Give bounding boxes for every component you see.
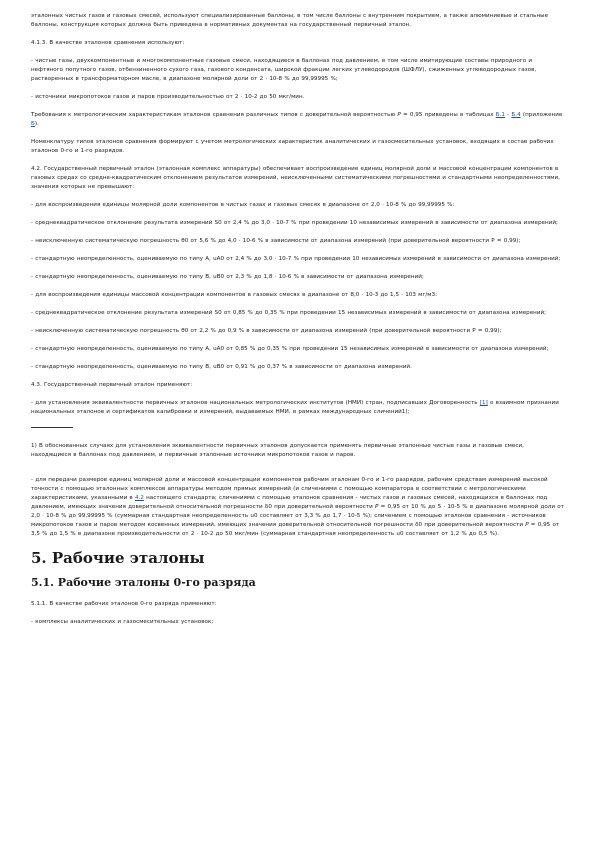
list-item-pure-gases: - чистые газы, двухкомпонентные и многокомпонентные газовые смеси, находящиеся в баллонах под давлением, в том числе имитирующие составы природного и нефтяного попутного газов, отбензиненного сухого газа, газового конденсата, широкой фракции легких углеводородов (ШФЛУ), сжиженных углеводородных газов, растворенных в трансформаторном масле, в диапазоне молярной доли от 2 · 10-8 % до 99,99995 %; <box>31 58 537 82</box>
footnote-divider <box>31 427 73 428</box>
list-item-microflow-sources: - источники микропотоков газов и паров производительностью от 2 · 10-2 до 50 мкг/мин. <box>31 94 305 100</box>
list-item-transfer-units: - для передачи размеров единиц молярной доли и массовой концентрации компонентов рабочим эталонам 0-го и 1-го разрядов, рабочим средствам измерений высокой точности с помощью эталонных комплексов аппаратуры методом прямых измерений (и сличениями с помощью компаратора в соответствии с метрологическими характеристиками, указанными в 4.2 настоящего стандарта; сличениями с помощью эталонов сравнения - чистых газов и газовых смесей, находящихся в баллонах под давлением, имеющих значения доверительной относительной погрешности δ0 при доверительной вероятности P = 0,95 от 10 % до 5 · 10-5 % в диапазоне молярной доли от 2,0 · 10-8 % до 99,99995 % (суммарная стандартная неопределенность u0 составляет от 3,3 % до 1,7 · 10-5 %); сличением с помощью эталонов сравнения - источников микропотоков газов и паров методом косвенных измерений, имеющих значения доверительной относительной погрешности δ0 при доверительной вероятности P = 0,95 от 3,5 % до 1,5 % в диапазоне производительности от 2 · 10-2 до 50 мкг/мин (суммарная стандартная неопределенность u0 составляет от 1,2 % до 0,5 %). <box>31 477 564 537</box>
list-item-std-deviation-2: - среднеквадратическое отклонение результата измерений S0 от 0,85 % до 0,35 % при проведении 15 независимых измерений в зависимости от диапазона измерений; <box>31 310 547 316</box>
list-item-mass-concentration: - для воспроизведения единицы массовой концентрации компонентов в газовых смесях в диапазоне от 8,0 · 10-3 до 1,5 · 103 мг/м3: <box>31 292 437 298</box>
list-item-std-deviation-1: - среднеквадратическое отклонение результата измерений S0 от 2,4 % до 3,0 · 10-7 % при проведении 10 независимых измерений в зависимости от диапазона измерений; <box>31 220 558 226</box>
subsection-heading-5-1: 5.1. Рабочие эталоны 0-го разряда <box>31 576 256 589</box>
list-item-uncertainty-a-1: - стандартную неопределенность, оцениваемую по типу А, uA0 от 2,4 % до 3,0 · 10-7 % при проведении 10 независимых измерений в зависимости от диапазона измерений; <box>31 256 561 262</box>
list-item-systematic-error-2: - неисключенную систематическую погрешность θ0 от 2,2 % до 0,9 % в зависимости от диапазона измерений (при доверительной вероятности P = 0,99); <box>31 328 502 334</box>
list-item-uncertainty-b-2: - стандартную неопределенность, оцениваемую по типу В, uB0 от 0,91 % до 0,37 % в зависимости от диапазона измерений. <box>31 364 412 370</box>
paragraph-5-1-1: 5.1.1. В качестве рабочих эталонов 0-го разряда применяют: <box>31 601 217 607</box>
paragraph-4-2: 4.2. Государственный первичный эталон (эталонная комплекс аппаратуры) обеспечивает воспроизведение единиц молярной доли и массовой концентрации компонентов в газовых средах со средне-квадратическим отклонением результатов измерений, неисключенными систематическими погрешностями и стандартными неопределенностями, значения которых не превышают: <box>31 166 560 190</box>
list-item-equivalence: - для установления эквивалентности первичных эталонов национальных метрологических институтов (НМИ) стран, подписавших Договоренность [1] о взаимном признании национальных эталонов и сертификатов калибровки и измерений, выдаваемых НМИ, в рамках международных сличений1); <box>31 400 559 415</box>
link-table-b1[interactable]: Б.1 <box>495 112 505 118</box>
list-item-uncertainty-b-1: - стандартную неопределенность, оцениваемую по типу В, uB0 от 2,3 % до 1,8 · 10-6 % в зависимости от диапазона измерений; <box>31 274 424 280</box>
paragraph-4-1-3: 4.1.3. В качестве эталонов сравнения используют: <box>31 40 185 46</box>
list-item-uncertainty-a-2: - стандартную неопределенность, оцениваемую по типу А, uA0 от 0,85 % до 0,35 % при проведении 15 независимых измерений в зависимости от диапазона измерений; <box>31 346 549 352</box>
list-item-molar-fraction: - для воспроизведения единицы молярной доли компонентов в чистых газах и газовых смесях в диапазоне от 2,0 · 10-8 % до 99,99995 %: <box>31 202 455 208</box>
paragraph-continuation: эталонных чистых газов и газовых смесей, используют специализированные баллоны, в том числе баллоны с внутренним покрытием, а также алюминиевые и стальные баллоны, конструкция которых должна быть приведена в нормативных документах на государственный первичный эталон. <box>31 13 549 28</box>
paragraph-requirements: Требования к метрологическим характеристикам эталонов сравнения различных типов с доверительной вероятностью P = 0,95 приведены в таблицах Б.1 - Б.4 (приложение Б). <box>31 112 563 127</box>
section-heading-5: 5. Рабочие эталоны <box>31 549 205 567</box>
footnote: 1) В обоснованных случаях для установления эквивалентности первичных эталонов допускается применять первичные эталонные чистые газы и газовые смеси, находящиеся в баллонах под давлением, и первичные эталонные источники микропотоков газов и паров. <box>31 443 524 458</box>
link-table-b4[interactable]: Б.4 <box>511 112 521 118</box>
paragraph-nomenclature: Номенклатуру типов эталонов сравнения формируют с учетом метрологических характеристик аналитических и газосмесительных установок, входящих в состав рабочих эталонов 0-го и 1-го разрядов. <box>31 139 554 154</box>
list-item-complexes: - комплексы аналитических и газосмесительных установок; <box>31 619 214 625</box>
link-section-4-2[interactable]: 4.2 <box>134 495 144 501</box>
list-item-systematic-error-1: - неисключенную систематическую погрешность θ0 от 5,6 % до 4,0 · 10-6 % в зависимости от диапазона измерений (при доверительной вероятности P = 0,99); <box>31 238 521 244</box>
document-page <box>31 12 564 636</box>
link-appendix-b[interactable]: Б <box>31 121 35 127</box>
paragraph-4-3: 4.3. Государственный первичный эталон применяют: <box>31 382 193 388</box>
link-reference-1[interactable]: [1] <box>479 400 488 406</box>
